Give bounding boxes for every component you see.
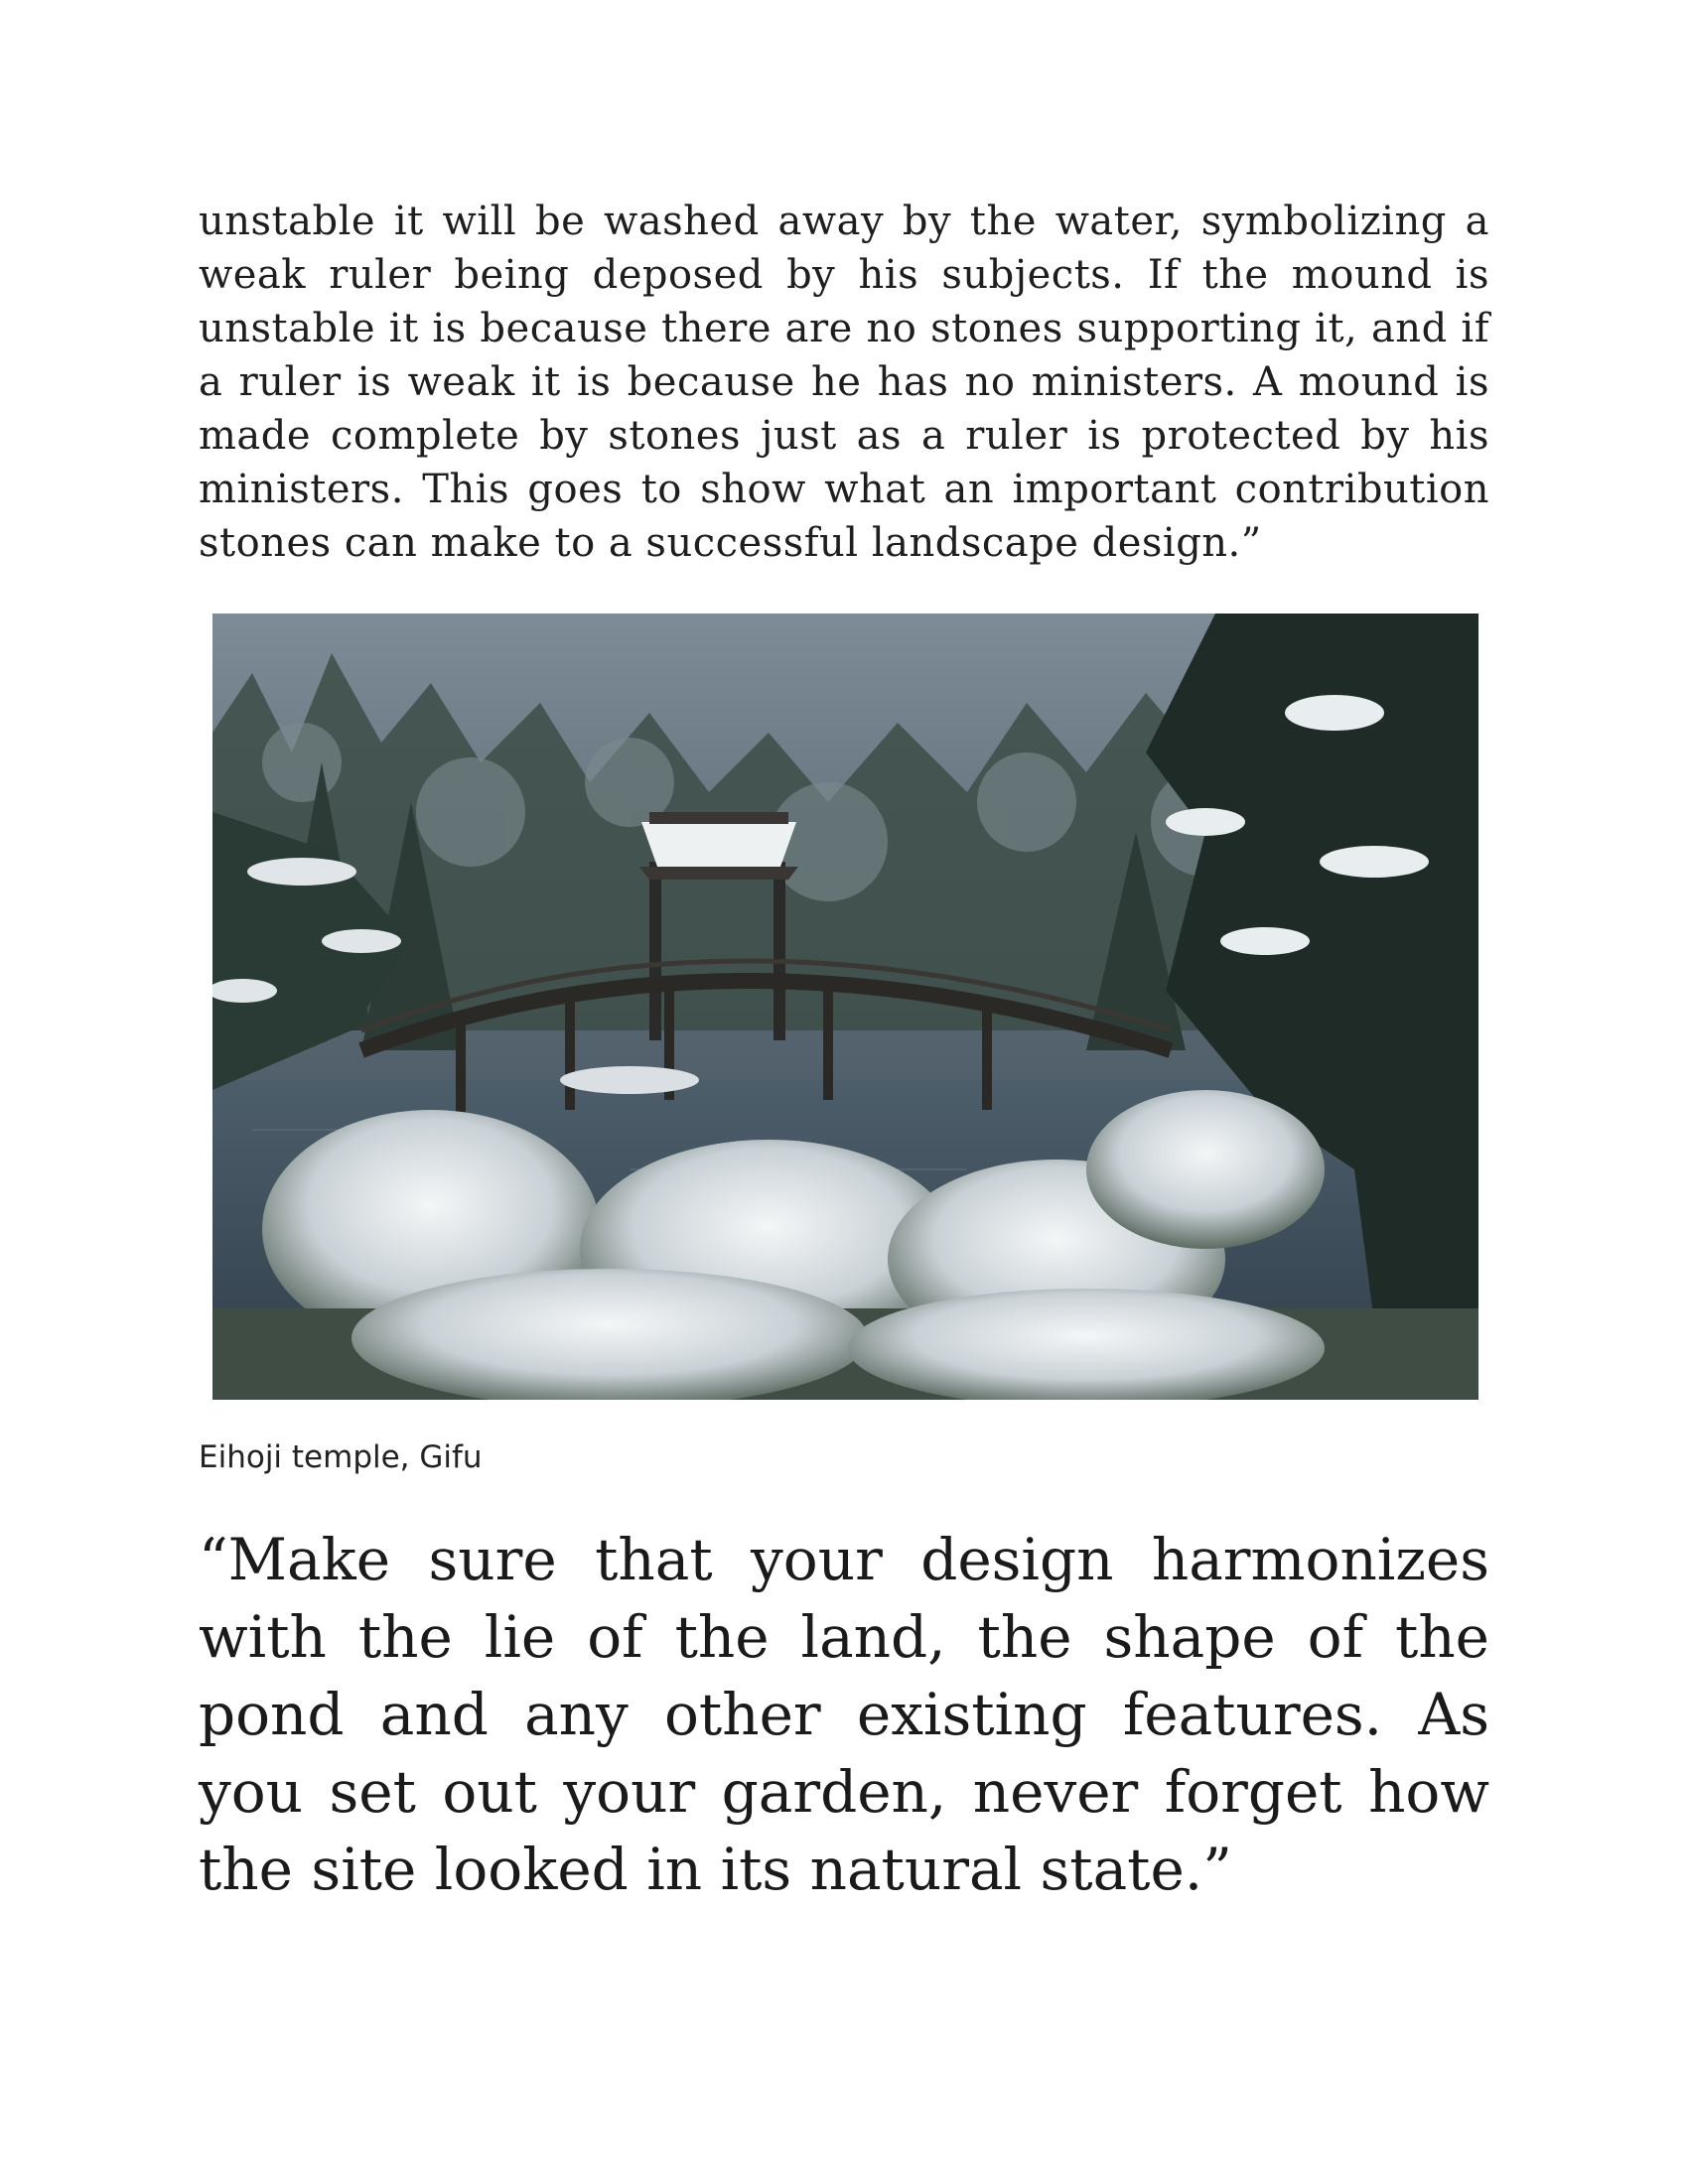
garden-photo <box>212 614 1478 1400</box>
snowy-temple-bridge-image <box>212 614 1478 1400</box>
body-paragraph: unstable it will be washed away by the water, symbolizing a weak ruler being deposed by his subjects. If the mound is unstable it is because there are no stones supporting it, and if a ruler is weak it is because he has no ministers. A mound is made complete by stones just as a ruler is protected by his ministers. This goes to show what an important contribution stones can make to a successful landscape design.” <box>199 199 1489 566</box>
photo-caption: Eihoji temple, Gifu <box>199 1439 483 1475</box>
pull-quote: “Make sure that your design harmonizes with the lie of the land, the shape of the pond and any other existing features. As you set out your garden, never forget how the site looked in its natural state.” <box>199 1526 1489 1903</box>
